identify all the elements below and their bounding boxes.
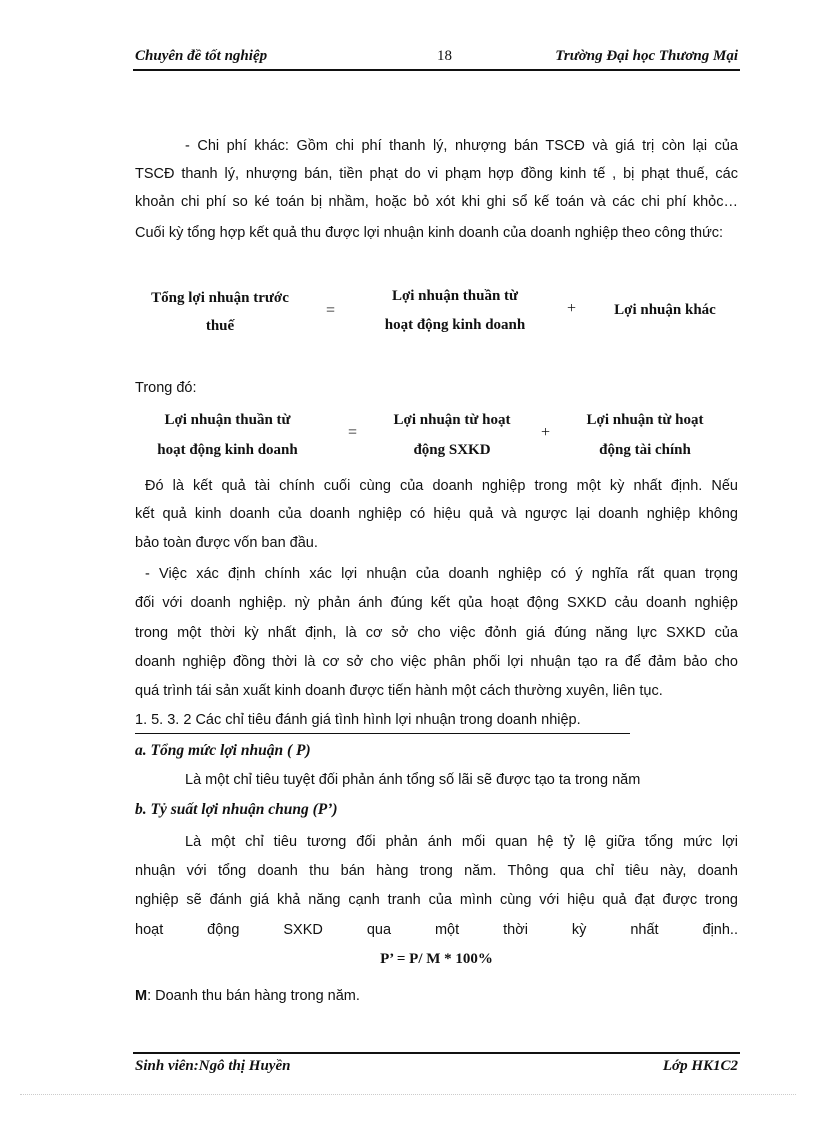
para-other-costs-l2: TSCĐ thanh lý, nhượng bán, tiền phạt do vi phạm hợp đồng kinh tế , bị phạt thuế, các (135, 166, 738, 182)
para-importance-l2: đối với doanh nghiệp. nỳ phản ánh đúng kết qủa hoạt động SXKD cảu doanh nghiệp (135, 595, 738, 611)
definition-m (135, 982, 738, 1010)
para-summary-line: Cuối kỳ tổng hợp kết quả thu được lợi nhuận kinh doanh của doanh nghiệp theo công thức: (135, 225, 724, 241)
header-title: Chuyên đề tốt nghiệp (135, 48, 268, 64)
page-number: 18 (437, 48, 452, 64)
formula1-left-l2: thuế (205, 318, 235, 334)
para-result-l1: Đó là kết quả tài chính cuối cùng của doanh nghiệp trong một kỳ nhất định. Nếu (145, 478, 738, 494)
para-b-l2: nhuận với tổng doanh thu bán hàng trong năm. Thông qua chỉ tiêu này, doanh (135, 863, 738, 879)
page-footer (135, 1058, 738, 1078)
formula2-mid-l1: Lợi nhuận từ hoạt (393, 412, 511, 428)
formula1-mid-l2: hoạt động kinh doanh (384, 317, 526, 333)
formula-profit-rate: P’ = P/ M * 100% (380, 951, 493, 967)
para-importance-l5: quá trình tái sản xuất kinh doanh được tiến hành một cách thường xuyên, liên tục. (135, 683, 663, 699)
para-b-l4: hoạt động SXKD qua một thời kỳ nhất định.. (135, 922, 738, 938)
in-which-label: Trong đó: (135, 380, 197, 396)
footer-rule (133, 1052, 740, 1054)
para-result-l2: kết quả kinh doanh của doanh nghiệp có hiệu quả và ngược lại doanh nghiệp không (135, 506, 738, 522)
footer-student: Sinh viên:Ngô thị Huyền (135, 1058, 291, 1074)
definition-m-text: : Doanh thu bán hàng trong năm. (147, 988, 360, 1004)
formula1-mid-l1: Lợi nhuận thuần từ (391, 288, 519, 304)
para-other-costs-l1: - Chi phí khác: Gồm chi phí thanh lý, nhượng bán TSCĐ và giá trị còn lại của (185, 138, 738, 154)
subheading-a: a. Tổng mức lợi nhuận ( P) (135, 742, 311, 759)
para-b-l3: nghiệp sẽ đánh giá khả năng cạnh tranh của mình cùng với hiệu quả đạt được trong (135, 892, 738, 908)
formula1-left-l1: Tổng lợi nhuận trước (151, 290, 289, 306)
formula2-plus: + (541, 424, 551, 441)
para-importance-l3: trong một thời kỳ nhất định, là cơ sở cho việc đỏnh giá đúng năng lực SXKD của (135, 625, 738, 641)
formula2-right-l1: Lợi nhuận từ hoạt (586, 412, 704, 428)
formula1-right: Lợi nhuận khác (614, 302, 716, 318)
definition-m-symbol: M (135, 988, 148, 1004)
header-school: Trường Đại học Thương Mại (555, 48, 738, 64)
formula1-equals: = (326, 302, 336, 319)
page-bottom-dotted-line (20, 1094, 796, 1095)
formula2-right-l2: động tài chính (599, 442, 691, 458)
page-header (135, 48, 738, 68)
para-importance-l1: - Việc xác định chính xác lợi nhuận của doanh nghiệp có ý nghĩa rất quan trọng (145, 566, 738, 582)
para-b-l1: Là một chỉ tiêu tương đối phản ánh mối quan hệ tỷ lệ giữa tổng mức lợi (185, 834, 738, 850)
formula2-mid-l2: động SXKD (413, 442, 491, 458)
subheading-b: b. Tỷ suất lợi nhuận chung (P’) (135, 801, 338, 818)
formula2-equals: = (348, 424, 358, 441)
para-importance-l4: doanh nghiệp đồng thời là cơ sở cho việc phân phối lợi nhuận tạo ra để đảm bảo cho (135, 654, 738, 670)
formula2-left-l2: hoạt động kinh doanh (157, 442, 298, 458)
para-result-l3: bảo toàn được vốn ban đầu. (135, 535, 318, 551)
section-heading: 1. 5. 3. 2 Các chỉ tiêu đánh giá tình hình lợi nhuận trong doanh nhiệp. (135, 707, 630, 734)
footer-class: Lớp HK1C2 (662, 1058, 738, 1074)
header-rule (133, 69, 740, 71)
para-other-costs-l3: khoản chi phí so ké toán bị nhầm, hoặc bỏ xót khi ghi sổ kế toán và các chi phí khỏc… (135, 194, 738, 210)
formula1-plus: + (567, 300, 577, 317)
formula2-left-l1: Lợi nhuận thuần từ (164, 412, 291, 428)
para-a-text: Là một chỉ tiêu tuyệt đối phản ánh tổng số lãi sẽ được tạo ta trong năm (185, 772, 641, 788)
